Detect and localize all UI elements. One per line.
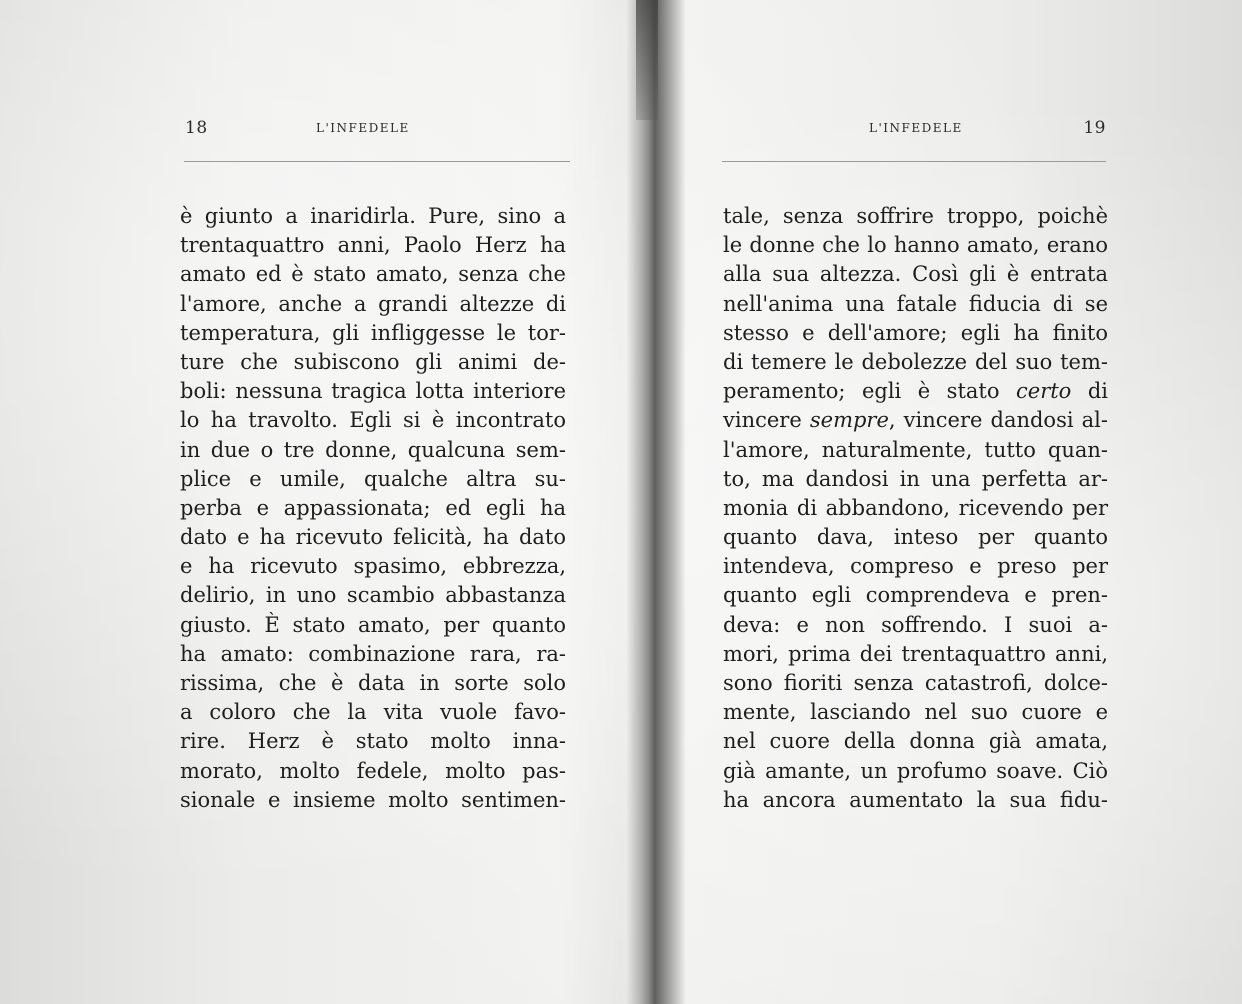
text-segment: peramento; egli è stato bbox=[723, 379, 1000, 404]
text-segment: vincere bbox=[723, 408, 802, 433]
left-header-rule bbox=[184, 161, 570, 162]
text-line: nell'anima una fatale fiducia di se bbox=[723, 291, 1108, 316]
text-line: le donne che lo hanno amato, erano bbox=[723, 233, 1108, 258]
text-line: rire. Herz è stato molto inna- bbox=[180, 729, 566, 754]
text-line: trentaquattro anni, Paolo Herz ha bbox=[180, 233, 566, 258]
text-line: amato ed è stato amato, senza che bbox=[180, 262, 566, 287]
text-line: intendeva, compreso e preso per bbox=[723, 554, 1108, 579]
right-page-number: 19 bbox=[1083, 118, 1106, 138]
text-line: temperatura, gli infliggesse le tor- bbox=[180, 320, 566, 345]
text-line: tale, senza soffrire troppo, poichè bbox=[723, 204, 1108, 228]
text-line-with-italic bbox=[723, 406, 1108, 435]
text-line: delirio, in uno scambio abbastanza bbox=[180, 583, 566, 608]
gutter-shadow bbox=[636, 0, 658, 120]
book-gutter bbox=[626, 0, 686, 1004]
left-page-number: 18 bbox=[185, 118, 208, 138]
left-text-block bbox=[180, 202, 566, 815]
right-header-rule bbox=[722, 161, 1106, 162]
text-line-with-italic bbox=[723, 377, 1108, 406]
text-line: to, ma dandosi in una perfetta ar- bbox=[723, 466, 1108, 491]
text-line: boli: nessuna tragica lotta interiore bbox=[180, 379, 566, 404]
text-line: l'amore, anche a grandi altezze di bbox=[180, 291, 566, 316]
text-line: già amante, un profumo soave. Ciò bbox=[723, 758, 1108, 783]
text-line: monia di abbandono, ricevendo per bbox=[723, 495, 1108, 520]
text-line: plice e umile, qualche altra su- bbox=[180, 466, 566, 491]
text-line: perba e appassionata; ed egli ha bbox=[180, 495, 566, 520]
text-line: alla sua altezza. Così gli è entrata bbox=[723, 262, 1108, 287]
text-line: e ha ricevuto spasimo, ebbrezza, bbox=[180, 554, 566, 579]
text-line: l'amore, naturalmente, tutto quan- bbox=[723, 437, 1108, 462]
text-line: ha amato: combinazione rara, ra- bbox=[180, 641, 566, 666]
text-line: sionale e insieme molto sentimen- bbox=[180, 787, 566, 812]
text-line: ture che subiscono gli animi de- bbox=[180, 349, 566, 374]
text-line: mori, prima dei trentaquattro anni, bbox=[723, 641, 1108, 666]
italic-word: sempre bbox=[809, 408, 889, 433]
right-running-title: L'INFEDELE bbox=[869, 121, 963, 135]
text-line: sono fioriti senza catastrofi, dolce- bbox=[723, 671, 1108, 695]
left-running-head bbox=[185, 118, 568, 138]
text-line: mente, lasciando nel suo cuore e bbox=[723, 700, 1108, 725]
right-text-block bbox=[723, 202, 1108, 815]
text-line: giusto. È stato amato, per quanto bbox=[180, 612, 566, 637]
italic-word: certo bbox=[1016, 379, 1072, 404]
right-page bbox=[686, 0, 1242, 1004]
text-line: in due o tre donne, qualcuna sem- bbox=[180, 437, 566, 462]
text-line: è giunto a inaridirla. Pure, sino a bbox=[180, 204, 566, 228]
text-line: di temere le debolezze del suo tem- bbox=[723, 349, 1108, 374]
text-line: stesso e dell'amore; egli ha finito bbox=[723, 320, 1108, 345]
left-running-title: L'INFEDELE bbox=[316, 121, 410, 135]
text-line: morato, molto fedele, molto pas- bbox=[180, 758, 566, 783]
text-line: quanto egli comprendeva e pren- bbox=[723, 583, 1108, 608]
text-line: lo ha travolto. Egli si è incontrato bbox=[180, 408, 566, 433]
text-line: nel cuore della donna già amata, bbox=[723, 729, 1108, 754]
text-segment: , vincere dandosi al- bbox=[888, 408, 1108, 433]
text-line: a coloro che la vita vuole favo- bbox=[180, 700, 566, 725]
text-line: quanto dava, inteso per quanto bbox=[723, 525, 1108, 550]
text-line: dato e ha ricevuto felicità, ha dato bbox=[180, 525, 566, 550]
text-line: deva: e non soffrendo. I suoi a- bbox=[723, 612, 1108, 637]
text-line: rissima, che è data in sorte solo bbox=[180, 671, 566, 695]
text-segment: di bbox=[1087, 379, 1108, 404]
text-line: ha ancora aumentato la sua fidu- bbox=[723, 787, 1108, 812]
